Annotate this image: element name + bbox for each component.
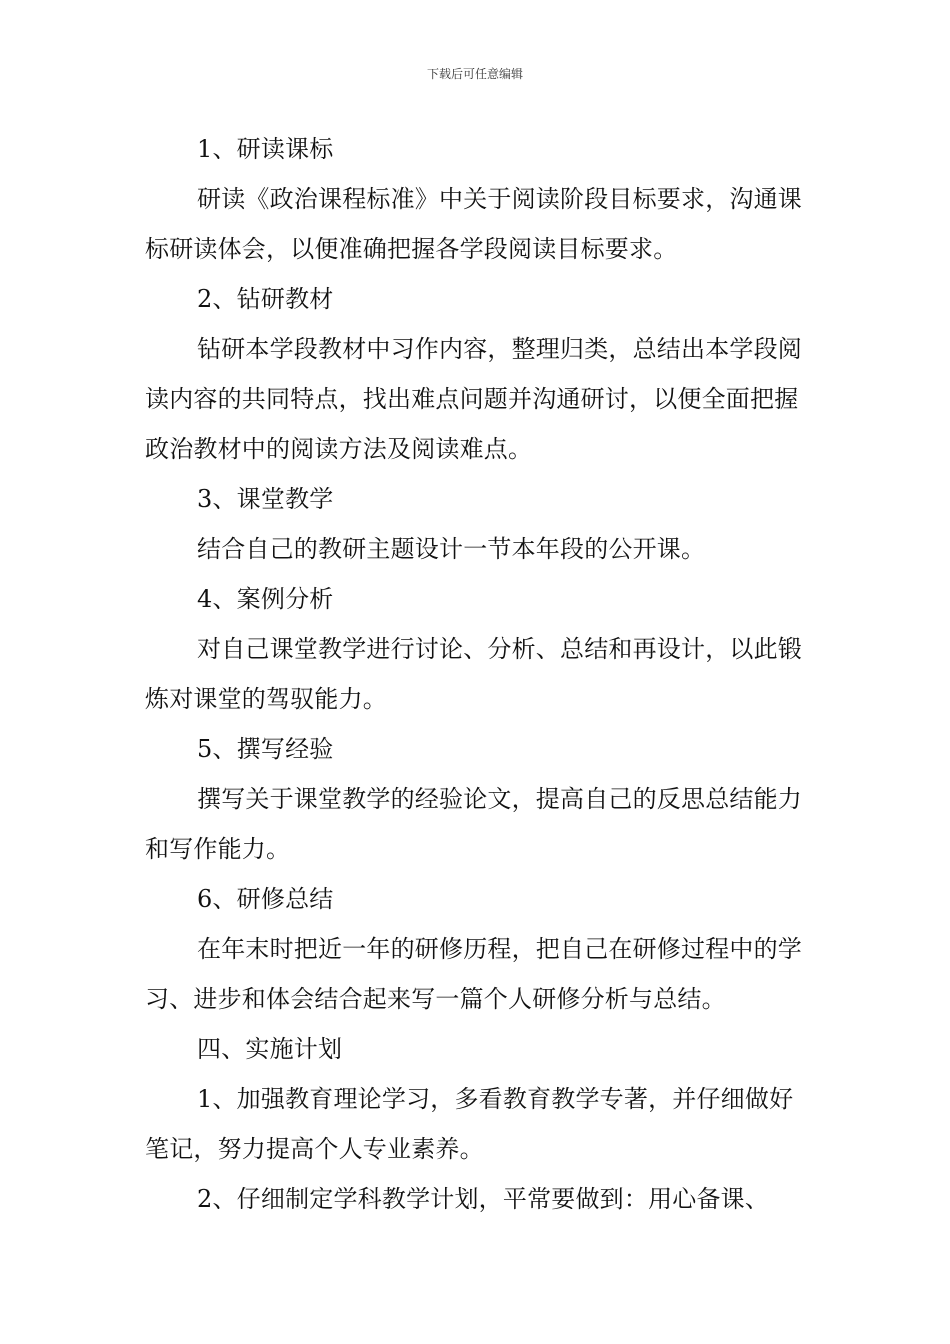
- heading-study-textbook: 2、钻研教材: [197, 285, 334, 313]
- heading-implementation-plan: 四、实施计划: [197, 1035, 343, 1063]
- paragraph-plan-item-2: 2、仔细制定学科教学计划，平常要做到：用心备课、: [197, 1185, 770, 1213]
- paragraph-classroom-teaching: 结合自己的教研主题设计一节本年段的公开课。: [197, 535, 706, 563]
- paragraph-study-standards: 研读《政治课程标准》中关于阅读阶段目标要求，沟通课标研读体会，以便准确把握各学段阅读目标要求。: [145, 185, 802, 263]
- paragraph-plan-item-1: 1、加强教育理论学习，多看教育教学专著，并仔细做好笔记，努力提高个人专业素养。: [145, 1085, 794, 1163]
- document-body: [145, 124, 810, 1224]
- heading-case-analysis: 4、案例分析: [197, 585, 334, 613]
- heading-study-standards: 1、研读课标: [197, 135, 334, 163]
- paragraph-case-analysis: 对自己课堂教学进行讨论、分析、总结和再设计，以此锻炼对课堂的驾驭能力。: [145, 635, 802, 713]
- heading-classroom-teaching: 3、课堂教学: [197, 485, 334, 513]
- heading-study-summary: 6、研修总结: [197, 885, 334, 913]
- heading-write-experience: 5、撰写经验: [197, 735, 334, 763]
- paragraph-study-summary: 在年末时把近一年的研修历程，把自己在研修过程中的学习、进步和体会结合起来写一篇个人研修分析与总结。: [145, 935, 802, 1013]
- paragraph-write-experience: 撰写关于课堂教学的经验论文，提高自己的反思总结能力和写作能力。: [145, 785, 802, 863]
- page-header: 下载后可任意编辑: [426, 67, 523, 81]
- paragraph-study-textbook: 钻研本学段教材中习作内容，整理归类，总结出本学段阅读内容的共同特点，找出难点问题并沟通研讨，以便全面把握政治教材中的阅读方法及阅读难点。: [145, 335, 802, 463]
